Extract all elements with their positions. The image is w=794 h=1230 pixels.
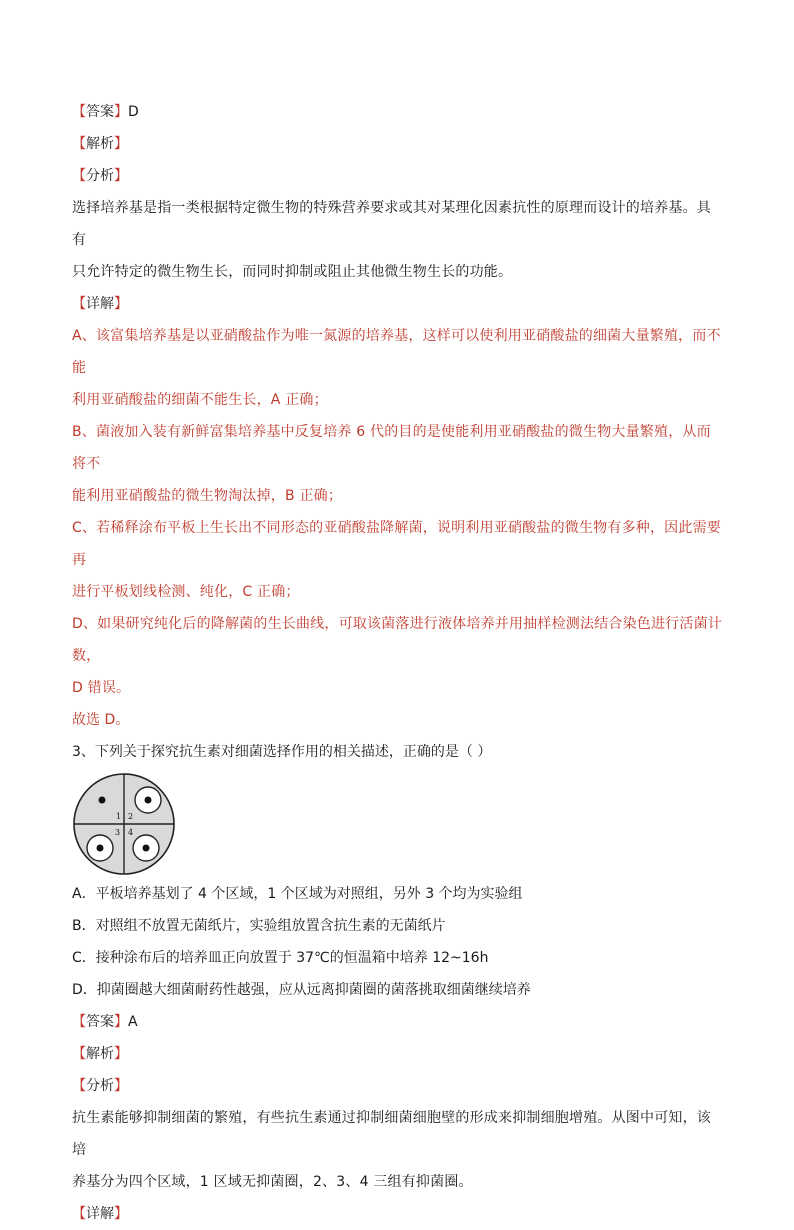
option-b: B．对照组不放置无菌纸片，实验组放置含抗生素的无菌纸片 [72,918,446,934]
fenxi-paragraph [72,192,724,288]
fenxi-text-line: 选择培养基是指一类根据特定微生物的特殊营养要求或其对某理化因素抗性的原理而设计的培养基。具有 [72,200,711,248]
paper-disc-1 [99,797,106,804]
conclusion: 故选 D。 [72,712,130,728]
region-label-2: 2 [128,812,134,821]
option-d: D．抑菌圈越大细菌耐药性越强，应从远离抑菌圈的菌落挑取细菌继续培养 [72,982,531,998]
fenxi-heading: 【分析】 [72,168,128,184]
answer-value: D [128,104,139,120]
paper-disc-3 [97,845,104,852]
petri-dish-diagram [72,772,176,876]
region-label-3: 3 [115,828,121,837]
detail-option-b: B、菌液加入装有新鲜富集培养基中反复培养 6 代的目的是使能利用亚硝酸盐的微生物大量繁殖，从而将不 能利用亚硝酸盐的微生物淘汰掉，B 正确； [72,424,711,504]
detail-option-c: C、若稀释涂布平板上生长出不同形态的亚硝酸盐降解菌，说明利用亚硝酸盐的微生物有多种，因此需要再 进行平板划线检测、纯化，C 正确； [72,520,721,600]
paper-disc-2 [145,797,152,804]
fenxi-heading: 【分析】 [72,1078,128,1094]
analysis-heading: 【解析】 [72,136,128,152]
option-c: C．接种涂布后的培养皿正向放置于 37℃的恒温箱中培养 12~16h [72,950,489,966]
detail-heading: 【详解】 [72,1206,128,1222]
detail-option-a: A、该富集培养基是以亚硝酸盐作为唯一氮源的培养基，这样可以使利用亚硝酸盐的细菌大量繁殖，而不能 利用亚硝酸盐的细菌不能生长，A 正确； [72,328,721,408]
detail-option-d: D、如果研究纯化后的降解菌的生长曲线，可取该菌落进行液体培养并用抽样检测法结合染色进行活菌计数， D 错误。 [72,616,722,696]
document-page [72,96,724,1230]
paper-disc-4 [143,845,150,852]
option-a: A．平板培养基划了 4 个区域，1 个区域为对照组，另外 3 个均为实验组 [72,886,523,902]
petri-dish-figure [72,768,724,876]
answer-tag: 答案 [86,104,114,120]
answer-line: 【答案】A [72,1014,138,1030]
region-label-1: 1 [116,812,122,821]
detail-heading: 【详解】 [72,296,128,312]
answer-value: A [128,1014,138,1030]
fenxi-paragraph: 抗生素能够抑制细菌的繁殖，有些抗生素通过抑制细菌细胞壁的形成来抑制细胞增殖。从图中可知，该培 养基分为四个区域，1 区域无抑菌圈，2、3、4 三组有抑菌圈。 [72,1110,711,1190]
question-stem: 3、下列关于探究抗生素对细菌选择作用的相关描述，正确的是（ ） [72,744,492,760]
answer-line: 【答案】D [72,104,139,120]
region-label-4: 4 [128,828,134,837]
fenxi-text-line: 只允许特定的微生物生长，而同时抑制或阻止其他微生物生长的功能。 [72,264,513,280]
analysis-heading: 【解析】 [72,1046,128,1062]
